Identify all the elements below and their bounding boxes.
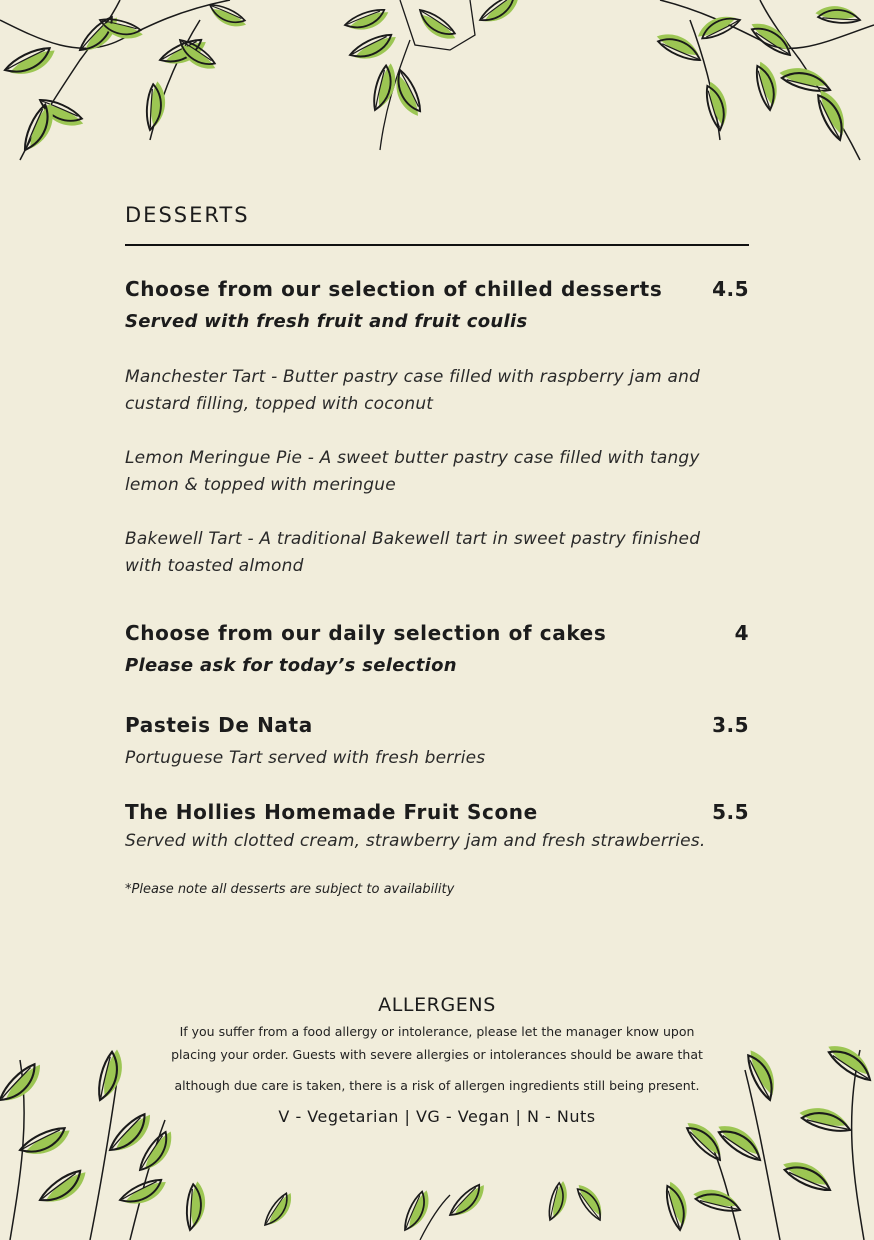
menu-item-fruit-scone [125,800,749,824]
dessert-option-bakewell-tart: Bakewell Tart - A traditional Bakewell tart in sweet pastry finished with toasted almond [125,529,701,576]
leaf-decoration-icon [399,1179,572,1240]
item-name: The Hollies Homemade Fruit Scone [125,800,538,824]
item-subtitle: Served with fresh fruit and fruit coulis [125,311,528,332]
availability-note: *Please note all desserts are subject to availability [125,882,455,897]
dessert-option-manchester-tart: Manchester Tart - Butter pastry case filled with raspberry jam and custard filling, topped with coconut [125,367,701,414]
dessert-option-lemon-meringue: Lemon Meringue Pie - A sweet butter pastry case filled with tangy lemon & topped with meringue [125,448,700,495]
allergens-text-line: placing your order. Guests with severe allergies or intolerances should be aware that [171,1047,703,1062]
menu-item-pasteis-de-nata [125,713,749,737]
section-title: DESSERTS [125,203,250,227]
dietary-key: V - Vegetarian | VG - Vegan | N - Nuts [278,1107,596,1126]
item-price: 4.5 [712,277,749,301]
menu-item-chilled-desserts [125,277,749,301]
menu-item-cakes [125,621,749,645]
item-description: Portuguese Tart served with fresh berries [125,748,486,768]
allergens-section [0,994,874,1126]
allergens-text-line: although due care is taken, there is a risk of allergen ingredients still being present. [174,1078,700,1093]
item-price: 3.5 [712,713,749,737]
item-price: 4 [734,621,749,645]
allergens-title: ALLERGENS [378,994,496,1016]
allergens-text-line: If you suffer from a food allergy or intolerance, please let the manager know upon [179,1024,695,1039]
item-price: 5.5 [712,800,749,824]
item-description: Served with clotted cream, strawberry jam and fresh strawberries. [125,831,706,851]
item-name: Choose from our selection of chilled desserts [125,277,663,301]
item-subtitle: Please ask for today’s selection [125,655,457,676]
leaf-decoration-icon [343,0,524,150]
leaf-decoration-icon [0,0,249,160]
leaf-decoration-icon [654,0,874,160]
item-name: Pasteis De Nata [125,713,313,737]
item-name: Choose from our daily selection of cakes [125,621,607,645]
title-divider [125,244,749,246]
